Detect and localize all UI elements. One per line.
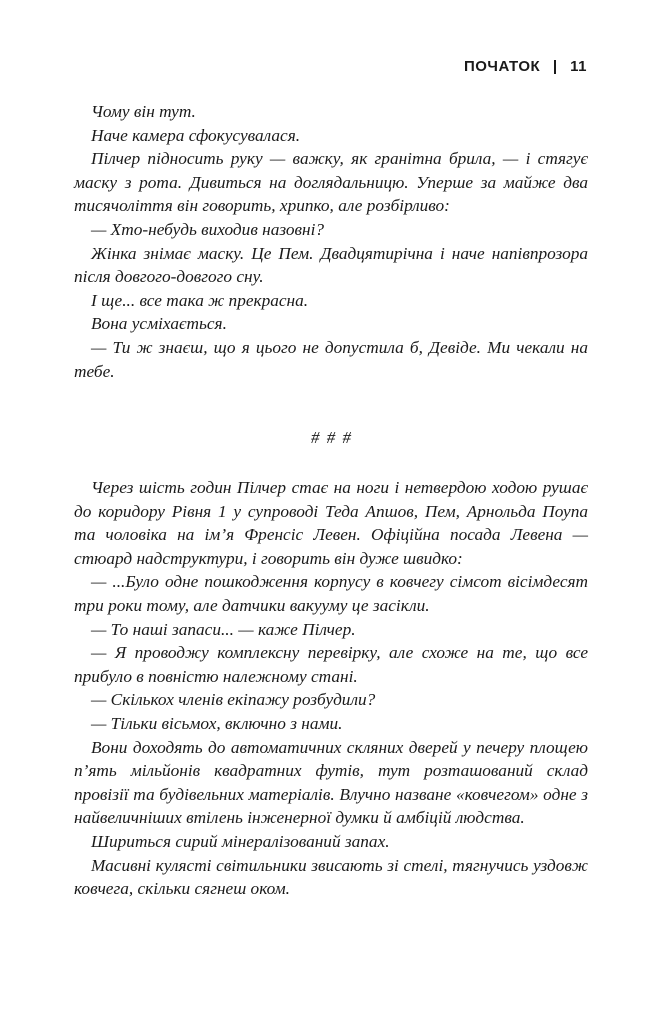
- scene-break: # # #: [311, 428, 351, 447]
- paragraph: Масивні кулясті світильники звисають зі стелі, тягнучись уздовж ковчега, скільки сягнеш оком.: [74, 855, 588, 899]
- paragraph: Жінка знімає маску. Це Пем. Двадцятирічна і наче напівпрозора після довгого-довгого сну.: [74, 243, 588, 287]
- running-head: [464, 58, 587, 75]
- paragraph: — Тільки вісьмох, включно з нами.: [91, 713, 343, 733]
- page-number: 11: [570, 58, 587, 75]
- paragraph: Шириться сирий мінералізований запах.: [91, 831, 390, 851]
- paragraph: Через шість годин Пілчер стає на ноги і нетвердою ходою рушає до коридору Рівня 1 у супроводі Теда Апшов, Пем, Арнольда Поупа та чоловіка на ім’я Френсіс Левен. Офіційна посада Левена — стюард надструктури, і говорить він дуже швидко:: [74, 478, 588, 568]
- text-block-second: [74, 476, 588, 901]
- paragraph: Наче камера сфокусувалася.: [91, 125, 301, 145]
- paragraph: Пілчер підносить руку — важку, як гранітна брила, — і стягує маску з рота. Дивиться на доглядальницю. Уперше за майже два тисячоліття він говорить, хрипко, але розбірливо:: [74, 149, 588, 216]
- paragraph: — То наші запаси... — каже Пілчер.: [91, 619, 356, 639]
- chapter-title: ПОЧАТОК: [463, 58, 541, 75]
- text-block-first: [74, 100, 588, 383]
- paragraph: І ще... все така ж прекрасна.: [91, 290, 309, 310]
- paragraph: — Скількох членів екіпажу розбудили?: [91, 690, 376, 710]
- paragraph: Вони доходять до автоматичних скляних дверей у печеру площею п’ять мільйонів квадратних футів, тут розташований склад провізії та будівельних матеріалів. Влучно назване «ковчегом» одне з найвеличніших втілень інженерної думки й амбіцій людства.: [74, 737, 588, 828]
- paragraph: — ...Було одне пошкодження корпусу в ковчегу сімсот вісімдесят три роки тому, але датчики вакууму це засікли.: [74, 572, 588, 615]
- paragraph: Вона усміхається.: [91, 314, 227, 334]
- paragraph: — Я проводжу комплексну перевірку, але схоже на те, що все прибуло в повністю належному стані.: [74, 643, 588, 686]
- paragraph: — Хто-небудь виходив назовні?: [91, 219, 325, 239]
- header-separator: [554, 60, 556, 74]
- paragraph: Чому він тут.: [91, 102, 196, 121]
- paragraph: — Ти ж знаєш, що я цього не допустила б, Девіде. Ми чекали на тебе.: [74, 337, 588, 381]
